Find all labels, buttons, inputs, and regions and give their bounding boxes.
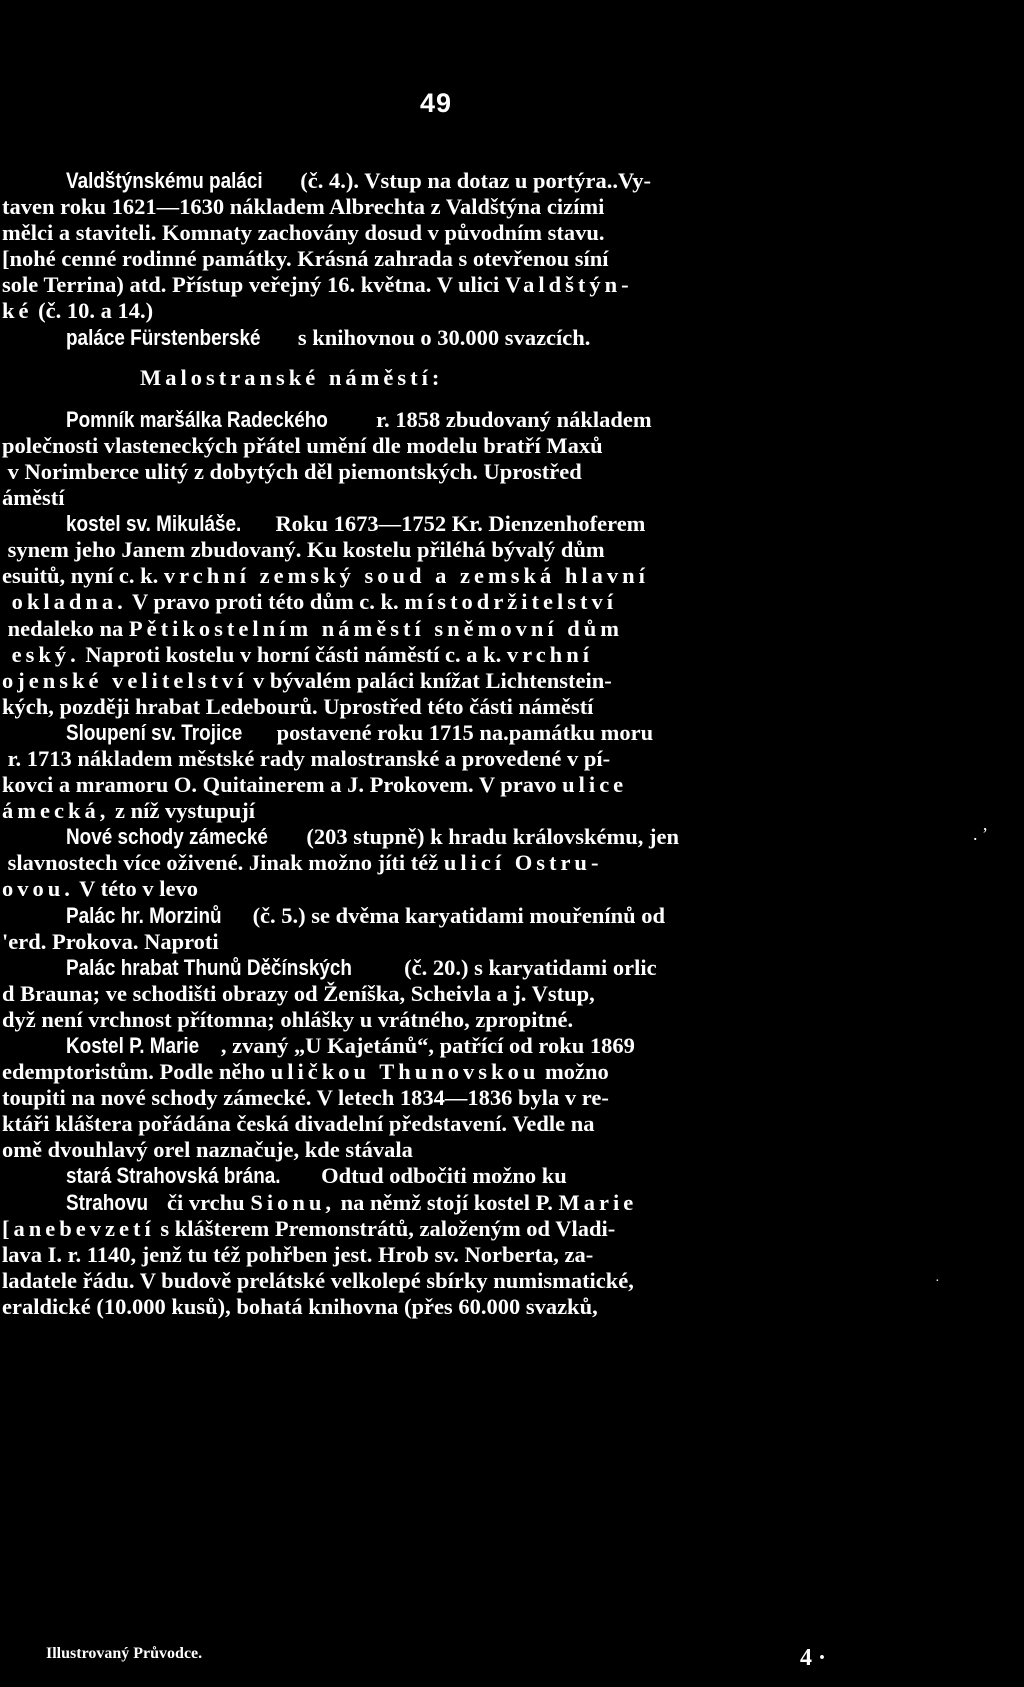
text-line: [2, 589, 907, 615]
entry-heading: Strahovu: [66, 1189, 149, 1215]
text-line: [2, 1033, 907, 1059]
text-line: [2, 1059, 907, 1085]
stray-mark: ·: [935, 1274, 940, 1289]
text-run: Odtud odbočiti možno ku: [315, 1163, 567, 1189]
text-line: [2, 798, 907, 824]
text-line: [2, 642, 907, 668]
entry-heading: kostel sv. Mikuláše.: [66, 511, 242, 537]
text-run: ktáři kláštera pořádána česká divadelní představení. Vedle na: [2, 1111, 595, 1137]
spaced-term: uličkou Thunovskou: [270, 1059, 540, 1085]
entry-heading: Pomník maršálka Radeckého: [66, 406, 328, 432]
entry-heading: Sloupení sv. Trojice: [66, 719, 243, 745]
spaced-term: ovou.: [2, 876, 74, 902]
text-run: [nohé cenné rodinné památky. Krásná zahrada s otevřenou síní: [2, 246, 609, 272]
text-run: lava I. r. 1140, jenž tu též pohřben jest. Hrob sv. Norberta, za-: [2, 1241, 594, 1267]
text-run: ladatele řádu. V budově prelátské velkolepé sbírky numismatické,: [2, 1267, 634, 1293]
spaced-term: Malostranské náměstí:: [140, 364, 444, 390]
text-line: [2, 929, 907, 955]
page-footer: [46, 1645, 826, 1672]
text-run: nedaleko na: [2, 615, 129, 641]
entry-heading: Palác hrabat Thunů Děčínských: [66, 954, 352, 980]
spaced-term: Marie: [558, 1189, 638, 1215]
text-line: [2, 168, 907, 194]
text-run: (č. 10. a 14.): [32, 298, 154, 324]
text-line: [2, 1190, 907, 1216]
text-run: kých, později hrabat Ledebourů. Uprostřed této části náměstí: [2, 693, 594, 719]
text-line: [2, 1007, 907, 1033]
text-run: (203 stupně) k hradu královskému, jen: [300, 824, 679, 850]
text-line: [2, 325, 907, 351]
text-run: áměstí: [2, 485, 65, 511]
text-run: (č. 20.) s karyatidami orlic: [398, 954, 657, 980]
text-run: dyž není vrchnost přítomna; ohlášky u vrátného, zpropitné.: [2, 1006, 574, 1032]
text-run: kovci a mramoru O. Quitainerem a J. Prokovem. V pravo: [2, 772, 563, 798]
text-run: v Norimberce ulitý z dobytých děl piemontských. Uprostřed: [2, 458, 582, 484]
spaced-term: Sionu,: [250, 1189, 335, 1215]
text-line: [2, 720, 907, 746]
text-run: postavené roku 1715 na.památku moru: [270, 719, 654, 745]
text-run: eraldické (10.000 kusů), bohatá knihovna (přes 60.000 svazků,: [2, 1293, 598, 1319]
text-run: v bývalém paláci knížat Lichtenstein-: [247, 667, 612, 693]
spaced-term: ké: [2, 298, 33, 324]
text-run: z níž vystupují: [109, 798, 256, 824]
text-run: taven roku 1621—1630 nákladem Albrechta z Valdštýna cizími: [2, 194, 605, 220]
text-run: s knihovnou o 30.000 svazcích.: [292, 324, 591, 350]
text-run: Roku 1673—1752 Kr. Dienzenhoferem: [269, 511, 646, 537]
text-line: [2, 694, 907, 720]
text-line: [2, 537, 907, 563]
text-line: [2, 272, 907, 298]
body-text: [2, 168, 907, 1320]
text-line: [2, 850, 907, 876]
text-run: Naproti kostelu v horní části náměstí c. a k.: [79, 641, 507, 667]
entry-heading: Kostel P. Marie: [66, 1033, 200, 1058]
page-number: 49: [420, 88, 453, 118]
text-line: [2, 1085, 907, 1111]
text-run: (č. 4.). Vstup na dotaz u portýra..Vy-: [294, 168, 651, 193]
text-line: [2, 220, 907, 246]
text-line: [2, 1294, 907, 1320]
text-run: slavnostech více oživené. Jinak možno jíti též: [2, 850, 444, 876]
text-line: [2, 1242, 907, 1268]
stray-mark: . ʼ: [973, 824, 988, 844]
text-line: [2, 563, 907, 589]
text-run: 'erd. Prokova. Naproti: [2, 928, 219, 954]
text-run: r. 1713 nákladem městské rady malostranské a provedené v pí-: [2, 745, 611, 771]
text-line: [2, 407, 907, 433]
text-run: synem jeho Janem zbudovaný. Ku kostelu přiléhá bývalý dům: [2, 537, 605, 563]
section-heading: [2, 365, 907, 391]
spaced-term: ámecká,: [2, 798, 110, 824]
text-line: [2, 246, 907, 272]
text-line: [2, 668, 907, 694]
text-line: [2, 485, 907, 511]
text-run: s klášterem Premonstrátů, založeným od Vladi-: [154, 1215, 616, 1241]
text-run: omě dvouhlavý orel naznačuje, kde stávala: [2, 1137, 413, 1163]
text-line: [2, 1137, 907, 1163]
book-title: Illustrovaný Průvodce.: [46, 1645, 203, 1662]
spaced-term: ulice: [562, 772, 628, 798]
text-line: [2, 194, 907, 220]
text-run: mělci a staviteli. Komnaty zachovány dosud v původním stavu.: [2, 220, 605, 246]
text-line: [2, 903, 907, 929]
sheet-signature: 4 ·: [799, 1645, 826, 1671]
spaced-term: ulicí Ostru-: [443, 850, 603, 876]
spaced-term: vrchní zemský soud a zemská hlavní: [163, 563, 649, 589]
text-line: [2, 772, 907, 798]
spaced-term: místodržitelství: [404, 589, 618, 615]
text-run: sole Terrina) atd. Přístup veřejný 16. května. V ulici: [2, 272, 505, 298]
entry-heading: Valdštýnskému paláci: [66, 168, 263, 193]
text-run: d Brauna; ve schodišti obrazy od Ženíška, Scheivla a j. Vstup,: [2, 980, 595, 1006]
text-run: či vrchu: [161, 1189, 251, 1215]
text-line: [2, 876, 907, 902]
text-run: toupiti na nové schody zámecké. V letech 1834—1836 byla v re-: [2, 1085, 609, 1111]
text-run: edemptoristům. Podle něho: [2, 1059, 271, 1085]
text-run: na němž stojí kostel P.: [335, 1189, 559, 1215]
entry-heading: Nové schody zámecké: [66, 824, 268, 850]
text-run: možno: [539, 1059, 609, 1085]
text-line: [2, 1268, 907, 1294]
entry-heading: Palác hr. Morzinů: [66, 902, 222, 928]
text-run: (č. 5.) se dvěma karyatidami mouřenínů od: [246, 902, 666, 928]
entry-heading: stará Strahovská brána.: [66, 1163, 281, 1189]
text-line: [2, 824, 907, 850]
spaced-term: Valdštýn-: [504, 272, 633, 298]
text-run: V pravo proti této dům c. k.: [126, 589, 405, 615]
text-line: [2, 1163, 907, 1189]
text-line: [2, 298, 907, 324]
spaced-term: Pětikostelním náměstí sněmovní dům: [128, 615, 624, 641]
text-line: [2, 1111, 907, 1137]
text-run: esuitů, nyní c. k.: [2, 563, 164, 589]
spaced-term: [anebevzetí: [2, 1215, 155, 1241]
text-run: , zvaný „U Kajetánů“, patřící od roku 1869: [220, 1033, 635, 1058]
text-line: [2, 459, 907, 485]
text-run: polečnosti vlasteneckých přátel umění dle modelu bratří Maxů: [2, 432, 603, 458]
entry-heading: paláce Fürstenberské: [66, 324, 261, 350]
text-run: V této v levo: [73, 876, 199, 902]
text-line: [2, 746, 907, 772]
text-line: [2, 511, 907, 537]
text-line: [2, 616, 907, 642]
spaced-term: vrchní: [506, 641, 593, 667]
text-line: [2, 981, 907, 1007]
text-line: [2, 955, 907, 981]
text-run: r. 1858 zbudovaný nákladem: [370, 406, 652, 432]
spaced-term: eský.: [2, 641, 80, 667]
text-line: [2, 433, 907, 459]
text-line: [2, 1216, 907, 1242]
spaced-term: ojenské velitelství: [2, 667, 248, 693]
spaced-term: okladna.: [2, 589, 127, 615]
